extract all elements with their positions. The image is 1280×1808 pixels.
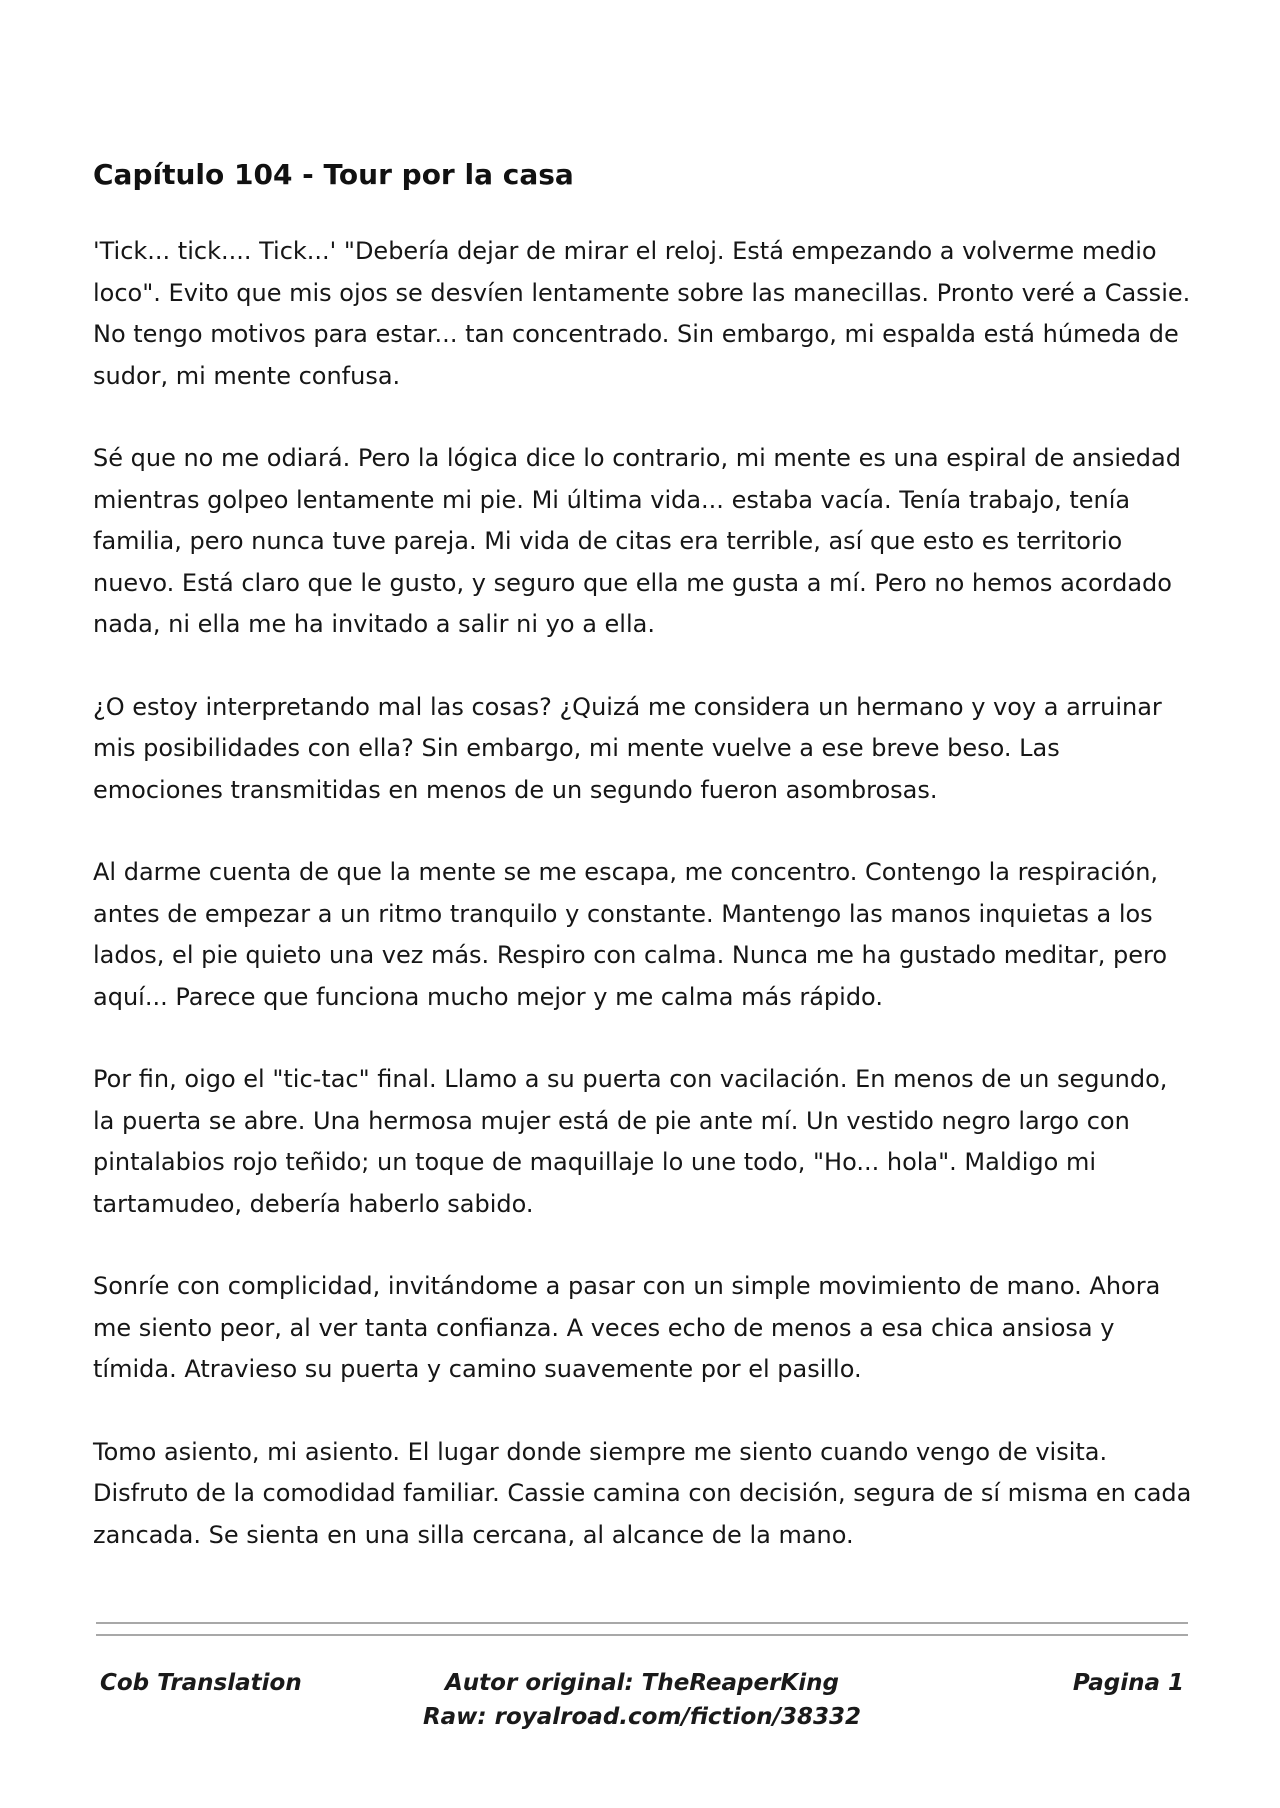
chapter-title: Capítulo 104 - Tour por la casa [93,158,574,191]
footer-translator: Cob Translation [100,1670,302,1696]
paragraph-3: ¿O estoy interpretando mal las cosas? ¿Quizá me considera un hermano y voy a arruinar mis posibilidades con ella? Sin embargo, mi mente vuelve a ese breve beso. Las emociones transmitidas en menos de un segundo fueron asombrosas. [93,692,1162,804]
document-body [93,155,1193,1597]
paragraph-5: Por fin, oigo el "tic-tac" final. Llamo a su puerta con vacilación. En menos de un segundo, la puerta se abre. Una hermosa mujer está de pie ante mí. Un vestido negro largo con pintalabios rojo teñido; un toque de maquillaje lo une todo, "Ho... hola". Maldigo mi tartamudeo, debería haberlo sabido. [93,1065,1168,1218]
paragraph-7: Tomo asiento, mi asiento. El lugar donde siempre me siento cuando vengo de visita. Disfruto de la comodidad familiar. Cassie camina con decisión, segura de sí misma en cada zancada. Se sienta en una silla cercana, al alcance de la mano. [93,1437,1192,1549]
paragraph-1: 'Tick... tick.... Tick...' "Debería dejar de mirar el reloj. Está empezando a volverme medio loco". Evito que mis ojos se desvíen lentamente sobre las manecillas. Pronto veré a Cassie. No tengo motivos para estar... tan concentrado. Sin embargo, mi espalda está húmeda de sudor, mi mente confusa. [93,237,1191,390]
footer-original-author: Autor original: TheReaperKing [445,1670,839,1696]
footer-raw-source: Raw: royalroad.com/fiction/38332 [422,1704,862,1730]
paragraph-2: Sé que no me odiará. Pero la lógica dice lo contrario, mi mente es una espiral de ansiedad mientras golpeo lentamente mi pie. Mi última vida... estaba vacía. Tenía trabajo, tenía familia, pero nunca tuve pareja. Mi vida de citas era terrible, así que esto es territorio nuevo. Está claro que le gusto, y seguro que ella me gusta a mí. Pero no hemos acordado nada, ni ella me ha invitado a salir ni yo a ella. [93,444,1181,638]
footer-divider-bottom [96,1634,1188,1636]
paragraph-6: Sonríe con complicidad, invitándome a pasar con un simple movimiento de mano. Ahora me siento peor, al ver tanta confianza. A veces echo de menos a esa chica ansiosa y tímida. Atravieso su puerta y camino suavemente por el pasillo. [93,1272,1161,1383]
footer-credits [96,1666,1188,1734]
footer-page-number: Pagina 1 [1072,1670,1184,1696]
paragraph-4: Al darme cuenta de que la mente se me escapa, me concentro. Contengo la respiración, antes de empezar a un ritmo tranquilo y constante. Mantengo las manos inquietas a los lados, el pie quieto una vez más. Respiro con calma. Nunca me ha gustado meditar, pero aquí... Parece que funciona mucho mejor y me calma más rápido. [93,858,1168,1011]
footer-divider-top [96,1622,1188,1624]
